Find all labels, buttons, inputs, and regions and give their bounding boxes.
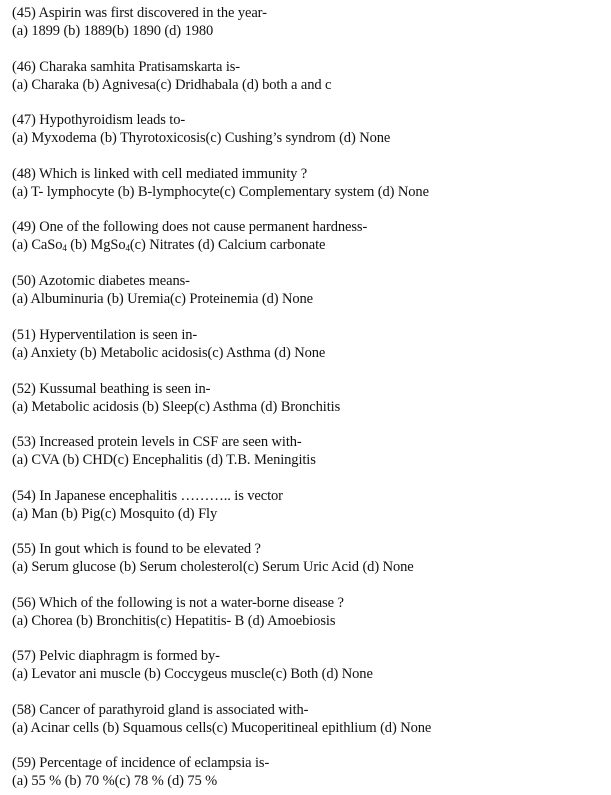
question-53 xyxy=(12,433,607,469)
question-48 xyxy=(12,165,607,201)
question-text: (45) Aspirin was first discovered in the year- xyxy=(12,5,267,21)
question-46 xyxy=(12,58,607,94)
question-45 xyxy=(12,4,607,40)
question-55 xyxy=(12,540,607,576)
question-text: (54) In Japanese encephalitis ……….. is vector xyxy=(12,488,283,504)
question-options: (a) Charaka (b) Agnivesa(c) Dridhabala (d) both a and c xyxy=(12,77,332,93)
option-a-formula: (a) CaSo xyxy=(12,237,63,253)
question-options: (a) Serum glucose (b) Serum cholesterol(c) Serum Uric Acid (d) None xyxy=(12,559,414,575)
question-text: (56) Which of the following is not a water-borne disease ? xyxy=(12,595,344,611)
question-options: (a) T- lymphocyte (b) B-lymphocyte(c) Complementary system (d) None xyxy=(12,184,429,200)
question-options: (a) Levator ani muscle (b) Coccygeus muscle(c) Both (d) None xyxy=(12,666,373,682)
question-47 xyxy=(12,111,607,147)
question-options: (a) Man (b) Pig(c) Mosquito (d) Fly xyxy=(12,506,218,522)
question-text: (53) Increased protein levels in CSF are seen with- xyxy=(12,434,302,450)
question-options xyxy=(12,236,607,257)
question-50 xyxy=(12,272,607,308)
option-b-formula: (b) MgSo xyxy=(66,237,126,253)
question-options: (a) Acinar cells (b) Squamous cells(c) Mucoperitineal epithlium (d) None xyxy=(12,720,432,736)
question-text: (48) Which is linked with cell mediated immunity ? xyxy=(12,166,308,182)
question-text: (55) In gout which is found to be elevated ? xyxy=(12,541,261,557)
question-59 xyxy=(12,754,607,790)
question-options: (a) Myxodema (b) Thyrotoxicosis(c) Cushing’s syndrom (d) None xyxy=(12,130,391,146)
question-text: (49) One of the following does not cause permanent hardness- xyxy=(12,219,368,235)
question-options: (a) Anxiety (b) Metabolic acidosis(c) Asthma (d) None xyxy=(12,345,326,361)
question-text: (50) Azotomic diabetes means- xyxy=(12,273,190,289)
question-52 xyxy=(12,380,607,416)
question-51 xyxy=(12,326,607,362)
question-49 xyxy=(12,218,607,257)
subscript: 4 xyxy=(62,243,67,253)
question-text: (46) Charaka samhita Pratisamskarta is- xyxy=(12,59,241,75)
question-58 xyxy=(12,701,607,737)
subscript: 4 xyxy=(125,243,130,253)
question-text: (59) Percentage of incidence of eclampsia is- xyxy=(12,755,270,771)
question-options: (a) 1899 (b) 1889(b) 1890 (d) 1980 xyxy=(12,23,214,39)
question-54 xyxy=(12,487,607,523)
question-text: (57) Pelvic diaphragm is formed by- xyxy=(12,648,220,664)
question-options: (a) Albuminuria (b) Uremia(c) Proteinemia (d) None xyxy=(12,291,314,307)
question-text: (52) Kussumal beathing is seen in- xyxy=(12,381,211,397)
option-rest: (c) Nitrates (d) Calcium carbonate xyxy=(129,237,326,253)
question-57 xyxy=(12,647,607,683)
question-text: (58) Cancer of parathyroid gland is associated with- xyxy=(12,702,309,718)
question-56 xyxy=(12,594,607,630)
question-options: (a) Metabolic acidosis (b) Sleep(c) Asthma (d) Bronchitis xyxy=(12,399,341,415)
question-options: (a) 55 % (b) 70 %(c) 78 % (d) 75 % xyxy=(12,773,218,789)
question-text: (47) Hypothyroidism leads to- xyxy=(12,112,186,128)
question-text: (51) Hyperventilation is seen in- xyxy=(12,327,198,343)
question-options: (a) Chorea (b) Bronchitis(c) Hepatitis- B (d) Amoebiosis xyxy=(12,613,336,629)
question-options: (a) CVA (b) CHD(c) Encephalitis (d) T.B. Meningitis xyxy=(12,452,316,468)
